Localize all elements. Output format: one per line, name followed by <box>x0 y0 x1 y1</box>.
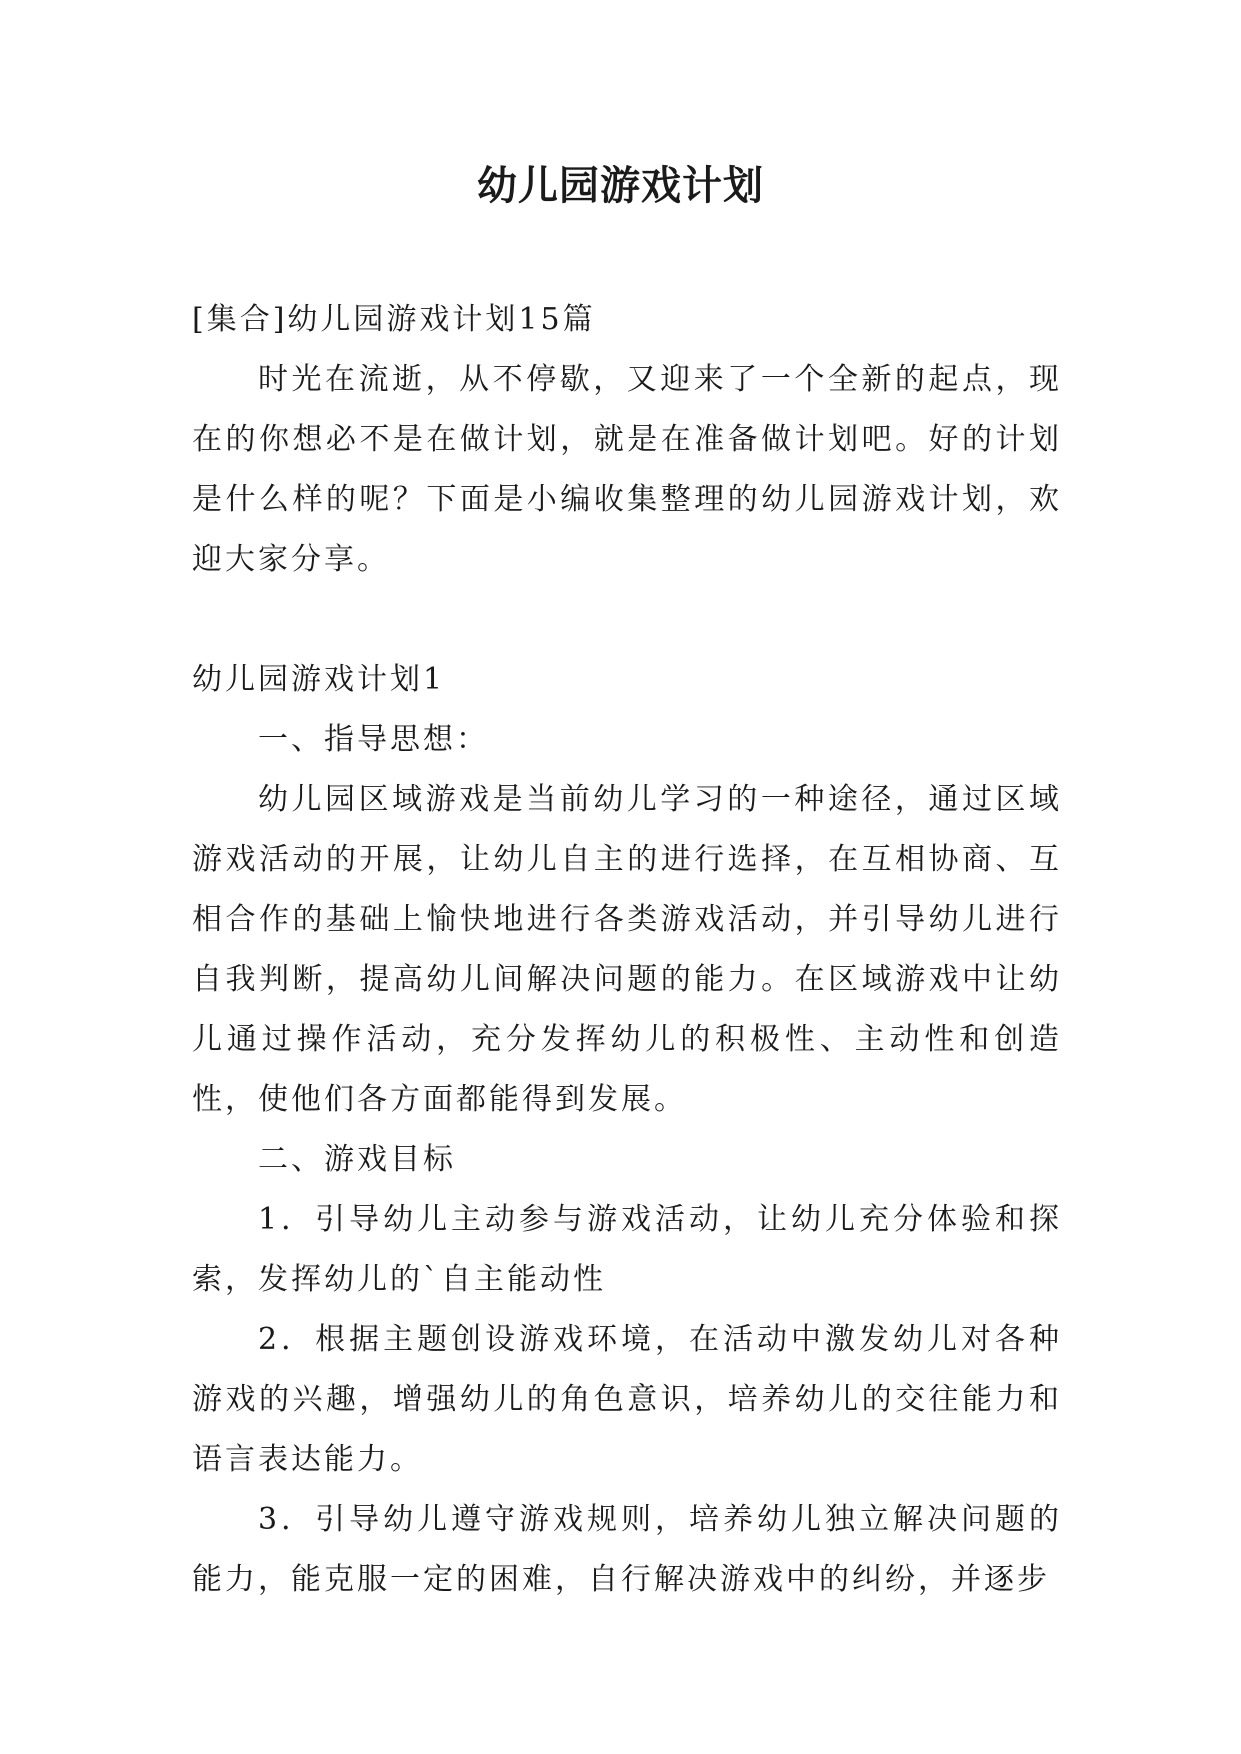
document-title: 幼儿园游戏计划 <box>477 163 764 209</box>
intro-paragraph: 时光在流逝，从不停歇，又迎来了一个全新的起点，现在的你想必不是在做计划，就是在准备做计划吧。好的计划是什么样的呢？下面是小编收集整理的幼儿园游戏计划，欢迎大家分享。 <box>192 362 1062 577</box>
document-subtitle: [集合]幼儿园游戏计划15篇 <box>192 302 596 337</box>
document-body <box>192 290 1062 1610</box>
goal-item-2: 2．根据主题创设游戏环境，在活动中激发幼儿对各种游戏的兴趣，增强幼儿的角色意识，培养幼儿的交往能力和语言表达能力。 <box>192 1322 1062 1477</box>
goal-item-3: 3．引导幼儿遵守游戏规则，培养幼儿独立解决问题的能力，能克服一定的困难，自行解决游戏中的纠纷，并逐步 <box>192 1502 1062 1597</box>
part1-heading: 一、指导思想： <box>258 722 489 757</box>
goal-item-1: 1．引导幼儿主动参与游戏活动，让幼儿充分体验和探索，发挥幼儿的`自主能动性 <box>192 1202 1062 1297</box>
part2-heading: 二、游戏目标 <box>258 1142 456 1177</box>
section-heading: 幼儿园游戏计划1 <box>192 662 446 697</box>
part1-paragraph: 幼儿园区域游戏是当前幼儿学习的一种途径，通过区域游戏活动的开展，让幼儿自主的进行选择，在互相协商、互相合作的基础上愉快地进行各类游戏活动，并引导幼儿进行自我判断，提高幼儿间解决问题的能力。在区域游戏中让幼儿通过操作活动，充分发挥幼儿的积极性、主动性和创造性，使他们各方面都能得到发展。 <box>192 782 1062 1117</box>
paragraph-spacer <box>192 590 1062 650</box>
